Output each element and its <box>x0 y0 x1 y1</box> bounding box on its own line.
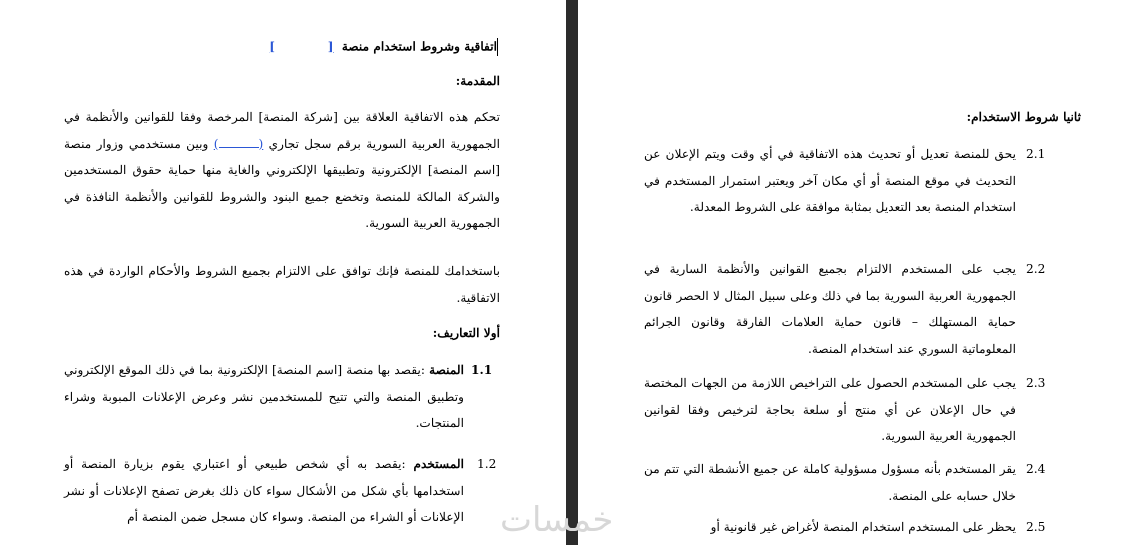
term-2-4-number: 2.4 <box>1026 462 1046 476</box>
term-2-5-text: يحظر على المستخدم استخدام المنصة لأغراض غير قانونية أو <box>710 520 1016 534</box>
definition-1-2 <box>64 451 464 531</box>
watermark-logo: خمسات <box>500 500 614 540</box>
document-title <box>261 38 500 56</box>
term-2-4-text: يقر المستخدم بأنه مسؤول مسؤولية كاملة عن جميع الأنشطة التي تتم من خلال حسابه على المنصة. <box>644 462 1016 503</box>
usage-terms-heading: ثانيا شروط الاستخدام: <box>966 110 1081 124</box>
definitions-heading: أولا التعاريف: <box>432 326 500 340</box>
definition-1-2-number: 1.2 <box>477 457 497 471</box>
title-placeholder-open[interactable]: [ <box>327 39 334 54</box>
page-divider <box>566 0 578 545</box>
registration-placeholder-open[interactable]: ( <box>258 136 264 151</box>
registration-placeholder-close[interactable]: ) <box>213 136 219 151</box>
definition-1-1-text: :يقصد بها منصة [اسم المنصة] الإلكترونية بما في ذلك الموقع الإلكتروني وتطبيق المنصة والتي تتيح للمستخدمين نشر وعرض الإعلانات المبوبة وشراء المنتجات. <box>64 363 464 430</box>
intro-p1-part-b: وبين مستخدمي وزوار منصة [اسم المنصة] الإلكترونية وتطبيقها الإلكتروني والغاية منها حماية حقوق المستخدمين والشركة المالكة للمنصة وتخضع جميع البنود والشروط للقوانين والأنظمة النافذة في الجمهورية العربية السورية. <box>64 136 500 230</box>
document-page-left <box>0 0 566 545</box>
intro-p1-part-a: تحكم هذه الاتفاقية العلاقة بين [شركة المنصة] المرخصة وفقا للقوانين والأنظمة في الجمهورية العربية السورية برقم سجل تجاري <box>64 110 500 151</box>
definition-1-2-text: :يقصد به أي شخص طبيعي أو اعتباري يقوم بزيارة المنصة أو استخدامها بأي شكل من الأشكال سواء كان ذلك بغرض تصفح الإعلانات أو نشر الإعلانات أو الشراء من المنصة. وسواء كان مسجل ضمن المنصة أم <box>64 457 464 524</box>
term-2-2-number: 2.2 <box>1026 262 1046 276</box>
document-page-right <box>578 0 1143 545</box>
definition-1-1-number: 1.1 <box>471 363 493 377</box>
term-2-3-number: 2.3 <box>1026 376 1046 390</box>
title-placeholder-close[interactable]: ] <box>269 39 276 54</box>
definition-1-2-term: المستخدم <box>413 457 464 471</box>
definition-1-1-term: المنصة <box>429 363 464 377</box>
text-cursor <box>497 38 498 56</box>
term-2-1-number: 2.1 <box>1026 147 1046 161</box>
term-2-5-number: 2.5 <box>1026 520 1046 534</box>
term-2-2-text: يجب على المستخدم الالتزام بجميع القوانين والأنظمة السارية في الجمهورية العربية السورية بما في ذلك وعلى سبيل المثال لا الحصر قانون حماية المستهلك – قانون حماية العلامات الفارقة وقانون الجرائم المعلوماتية السوري عند استخدام المنصة. <box>644 262 1016 356</box>
intro-paragraph-1 <box>64 104 500 237</box>
intro-paragraph-2: باستخدامك للمنصة فإنك توافق على الالتزام بجميع الشروط والأحكام الواردة في هذه الاتفاقية. <box>64 264 500 305</box>
term-2-1-text: يحق للمنصة تعديل أو تحديث هذه الاتفاقية في أي وقت ويتم الإعلان عن التحديث في موقع المنصة أو أي مكان آخر ويعتبر استمرار المستخدم في استخدام المنصة بعد التعديل بمثابة موافقة على الشروط المعدلة. <box>644 147 1016 214</box>
definition-1-1 <box>64 357 464 437</box>
title-text: اتفاقية وشروط استخدام منصة <box>341 39 497 54</box>
term-2-3-text: يجب على المستخدم الحصول على التراخيص اللازمة من الجهات المختصة في حال الإعلان عن أي منتج أو سلعة بحاجة لترخيص وفقا لقوانين الجمهورية العربية السورية. <box>644 376 1016 443</box>
intro-heading: المقدمة: <box>455 74 500 88</box>
